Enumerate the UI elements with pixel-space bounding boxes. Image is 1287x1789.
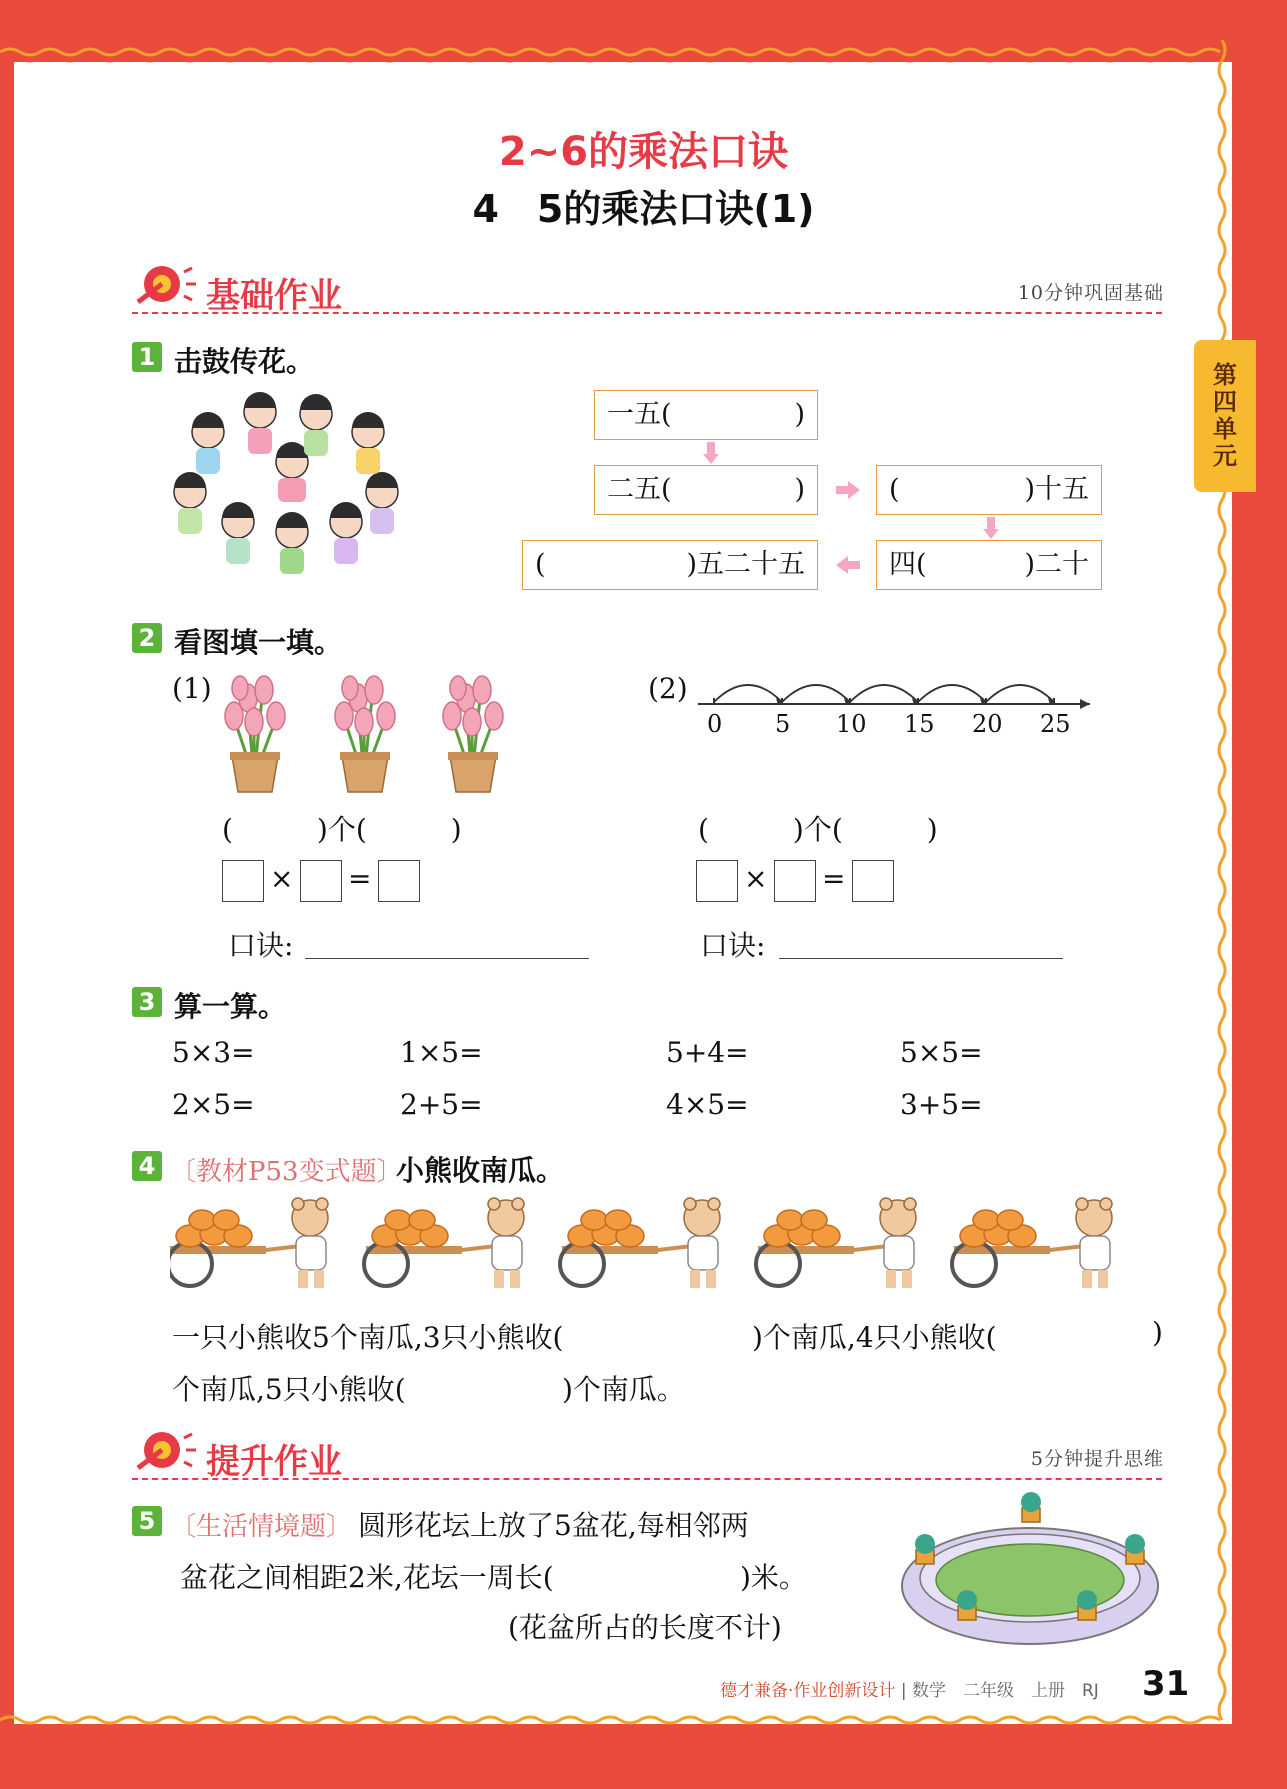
q4-line2-b: )个南瓜。 bbox=[562, 1373, 685, 1406]
q2-part2-times: × bbox=[744, 862, 768, 895]
q3-item-2: 1×5= bbox=[400, 1036, 483, 1069]
section-basic-title: 基础作业 bbox=[206, 276, 342, 316]
q2-part2-label: (2) bbox=[648, 672, 688, 705]
q5-line2-b: )米。 bbox=[740, 1561, 807, 1594]
q1-box-2[interactable] bbox=[594, 465, 818, 515]
unit-side-tab bbox=[1194, 340, 1256, 492]
section-basic-divider bbox=[132, 312, 1162, 314]
q4-line1-b: )个南瓜,4只小熊收( bbox=[752, 1321, 997, 1354]
q2-part2-square-2[interactable] bbox=[774, 860, 816, 902]
section-basic-header bbox=[132, 262, 1172, 316]
q2-part1-square-2[interactable] bbox=[300, 860, 342, 902]
arrow-down-icon bbox=[983, 517, 999, 539]
arrow-left-icon bbox=[836, 556, 860, 574]
q4-tag: 〔教材P53变式题〕 bbox=[170, 1157, 403, 1187]
number-line-tick-5: 5 bbox=[775, 710, 791, 738]
page-number: 31 bbox=[1142, 1664, 1190, 1704]
bears-pumpkin-carts-illustration bbox=[170, 1196, 1130, 1296]
q1-box-2-left: 二五( bbox=[607, 474, 672, 505]
q1-box-2-right: ) bbox=[794, 474, 805, 505]
footer-brand-name: 德才兼备·作业创新设计 bbox=[720, 1681, 896, 1701]
q2-part1-square-3[interactable] bbox=[378, 860, 420, 902]
q1-box-1-right: ) bbox=[794, 399, 805, 430]
q2-part2-koujue-label: 口诀: bbox=[700, 929, 766, 962]
q1-box-3-right: )十五 bbox=[1024, 474, 1089, 505]
section-advanced-title: 提升作业 bbox=[206, 1442, 342, 1482]
q1-box-4[interactable] bbox=[876, 540, 1102, 590]
q2-part1-koujue-line[interactable] bbox=[305, 958, 589, 959]
number-line-tick-20: 20 bbox=[972, 710, 1003, 738]
q5-line1: 圆形花坛上放了5盆花,每相邻两 bbox=[358, 1509, 749, 1542]
q1-box-5[interactable] bbox=[522, 540, 818, 590]
q1-box-1-left: 一五( bbox=[607, 399, 672, 430]
q3-item-8: 3+5= bbox=[900, 1088, 983, 1121]
number-line-tick-25: 25 bbox=[1040, 710, 1071, 738]
q4-line1-c: ) bbox=[1152, 1316, 1163, 1349]
number-line-tick-0: 0 bbox=[707, 710, 723, 738]
q2-part2-equals: = bbox=[822, 862, 846, 895]
q4-prompt: 小熊收南瓜。 bbox=[396, 1154, 565, 1187]
wavy-border-bottom bbox=[0, 1712, 1287, 1738]
q1-box-3-left: ( bbox=[889, 474, 900, 505]
q3-item-5: 2×5= bbox=[172, 1088, 255, 1121]
q5-number: 5 bbox=[132, 1506, 162, 1536]
circular-flowerbed-illustration bbox=[898, 1490, 1162, 1654]
q2-part1-equals: = bbox=[348, 862, 372, 895]
q3-prompt: 算一算。 bbox=[174, 990, 287, 1023]
number-line-tick-15: 15 bbox=[904, 710, 935, 738]
wavy-border-right bbox=[1210, 40, 1236, 1740]
q3-number: 3 bbox=[132, 987, 162, 1017]
q4-line2-a: 个南瓜,5只小熊收( bbox=[172, 1373, 406, 1406]
section-advanced-note: 5分钟提升思维 bbox=[1030, 1448, 1164, 1470]
footer-book-info: 数学 二年级 上册 RJ bbox=[911, 1681, 1099, 1701]
q1-box-4-left: 四( bbox=[889, 549, 927, 580]
lesson-title: 4 5的乘法口诀(1) bbox=[472, 187, 815, 231]
children-circle-illustration bbox=[168, 392, 404, 592]
footer-brand bbox=[720, 1676, 1099, 1701]
footer-separator: | bbox=[900, 1681, 907, 1701]
number-line bbox=[690, 664, 1096, 744]
arrow-right-icon bbox=[836, 481, 860, 499]
trumpet-icon bbox=[132, 1428, 198, 1478]
section-advanced-header bbox=[132, 1428, 1172, 1482]
section-advanced-divider bbox=[132, 1478, 1162, 1480]
q5-line2-a: 盆花之间相距2米,花坛一周长( bbox=[180, 1561, 554, 1594]
q2-part1-times: × bbox=[270, 862, 294, 895]
q2-part2-square-3[interactable] bbox=[852, 860, 894, 902]
tulip-pots-illustration bbox=[218, 668, 518, 794]
q1-box-4-right: )二十 bbox=[1024, 549, 1089, 580]
q2-number: 2 bbox=[132, 623, 162, 653]
q3-item-6: 2+5= bbox=[400, 1088, 483, 1121]
q2-part1-count-blank[interactable]: ( )个( ) bbox=[222, 813, 462, 846]
q2-prompt: 看图填一填。 bbox=[174, 626, 343, 659]
q1-prompt: 击鼓传花。 bbox=[174, 345, 315, 378]
arrow-down-icon bbox=[703, 442, 719, 464]
q3-item-7: 4×5= bbox=[666, 1088, 749, 1121]
q2-part2-koujue-line[interactable] bbox=[779, 958, 1063, 959]
q4-line1-a: 一只小熊收5个南瓜,3只小熊收( bbox=[172, 1321, 564, 1354]
number-line-tick-10: 10 bbox=[836, 710, 867, 738]
section-basic-note: 10分钟巩固基础 bbox=[1017, 282, 1164, 304]
q5-note: (花盆所占的长度不计) bbox=[508, 1611, 782, 1644]
q1-box-1[interactable] bbox=[594, 390, 818, 440]
q1-box-3[interactable] bbox=[876, 465, 1102, 515]
unit-side-tab-label: 第四单元 bbox=[1213, 361, 1237, 470]
wavy-border-top bbox=[0, 44, 1287, 70]
q2-part2-count-blank[interactable]: ( )个( ) bbox=[698, 813, 938, 846]
q4-number: 4 bbox=[132, 1151, 162, 1181]
q5-tag: 〔生活情境题〕 bbox=[170, 1512, 353, 1542]
q3-item-4: 5×5= bbox=[900, 1036, 983, 1069]
q2-part2-square-1[interactable] bbox=[696, 860, 738, 902]
q1-box-5-left: ( bbox=[535, 549, 546, 580]
q1-number: 1 bbox=[132, 342, 162, 372]
unit-title: 2~6的乘法口诀 bbox=[498, 129, 789, 175]
q2-part1-square-1[interactable] bbox=[222, 860, 264, 902]
q3-item-1: 5×3= bbox=[172, 1036, 255, 1069]
q2-part1-label: (1) bbox=[172, 672, 212, 705]
q3-item-3: 5+4= bbox=[666, 1036, 749, 1069]
q2-part1-koujue-label: 口诀: bbox=[228, 929, 294, 962]
trumpet-icon bbox=[132, 262, 198, 312]
q1-box-5-right: )五二十五 bbox=[686, 549, 805, 580]
